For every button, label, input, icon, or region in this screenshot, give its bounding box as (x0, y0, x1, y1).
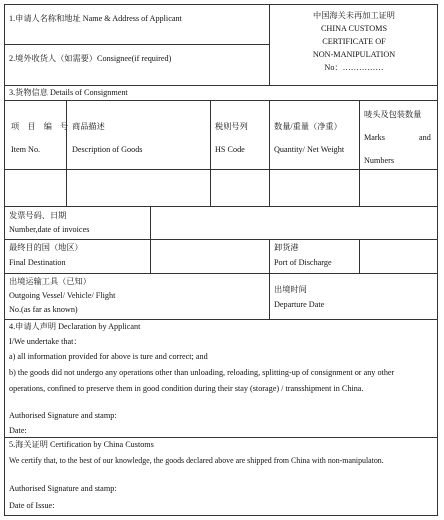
consignee-label: 2.境外收货人（如需要）Consignee(if required) (9, 54, 172, 63)
divider (66, 100, 67, 206)
declaration-item-b-2: operations, confined to preserve them in good condition during their stay (storage) / transshipment in China. (9, 384, 364, 393)
destination-cn: 最终目的国（地区） (9, 243, 83, 252)
declaration-undertake: I/We undertake that： (9, 337, 82, 346)
col-marks-en-3: Numbers (364, 156, 395, 165)
divider (5, 100, 438, 101)
col-hs-en: HS Code (215, 145, 245, 154)
discharge-en: Port of Discharge (274, 258, 332, 267)
title-en-2: CERTIFICATE OF (322, 37, 386, 46)
certification-issue-date: Date of Issue: (9, 501, 55, 510)
declaration-date: Date: (9, 426, 27, 435)
declaration-signature: Authorised Signature and stamp: (9, 411, 117, 420)
divider (210, 100, 211, 206)
col-item-cn: 项 目 编 号 (11, 122, 69, 131)
divider (269, 239, 270, 319)
title-en-3: NON-MANIPULATION (312, 50, 396, 59)
col-qty-en: Quantity/ Net Weight (274, 145, 345, 154)
col-item-en: Item No. (11, 145, 41, 154)
vessel-cn: 出境运输工具（已知） (9, 277, 91, 286)
declaration-label: 4.申请人声明 Declaration by Applicant (9, 322, 141, 331)
col-desc-cn: 商品描述 (72, 122, 105, 131)
divider (5, 85, 438, 86)
vessel-en-1: Outgoing Vessel/ Vehicle/ Flight (9, 291, 116, 300)
certification-label: 5.海关证明 Certification by China Customs (9, 440, 154, 449)
certificate-number: No：…………… (324, 63, 384, 72)
invoice-en: Number,date of invoices (9, 225, 90, 234)
col-hs-cn: 税则号列 (215, 122, 248, 131)
divider (5, 239, 438, 240)
divider (359, 100, 360, 206)
col-marks-en-1: Marks (364, 133, 385, 142)
divider (5, 44, 269, 45)
departure-en: Departure Date (274, 300, 325, 309)
divider (5, 273, 438, 274)
consignment-label: 3.货物信息 Details of Consignment (9, 88, 128, 97)
certification-signature: Authorised Signature and stamp: (9, 484, 117, 493)
col-qty-cn: 数量/重量（净重） (274, 122, 342, 131)
divider (5, 206, 438, 207)
divider (5, 437, 438, 438)
divider (5, 319, 438, 320)
divider (359, 239, 360, 273)
vessel-en-2: No.(as far as known) (9, 305, 78, 314)
discharge-cn: 卸货港 (274, 243, 299, 252)
divider (269, 100, 270, 206)
col-desc-en: Description of Goods (72, 145, 143, 154)
certificate-form (4, 4, 438, 516)
destination-en: Final Destination (9, 258, 66, 267)
declaration-item-b-1: b) the goods did not undergo any operations other than unloading, reloading, splitting-up of consignment or any other (9, 368, 395, 377)
declaration-item-a: a) all information provided for above is ture and correct; and (9, 352, 208, 361)
certificate-title (270, 9, 438, 74)
col-marks-en-2: and (419, 133, 431, 142)
departure-cn: 出境时间 (274, 285, 307, 294)
invoice-cn: 发票号码、日期 (9, 211, 67, 220)
divider (150, 239, 151, 273)
divider (5, 169, 438, 170)
title-en-1: CHINA CUSTOMS (320, 24, 388, 33)
certification-statement: We certify that, to the best of our knowledge, the goods declared above are shipped from China with non-manipulaton. (9, 456, 384, 465)
title-cn: 中国海关未再加工证明 (313, 11, 395, 20)
applicant-label: 1.申请人名称和地址 Name & Address of Applicant (9, 14, 182, 23)
divider (150, 206, 151, 239)
col-marks-cn: 唛头及包装数量 (364, 110, 422, 119)
